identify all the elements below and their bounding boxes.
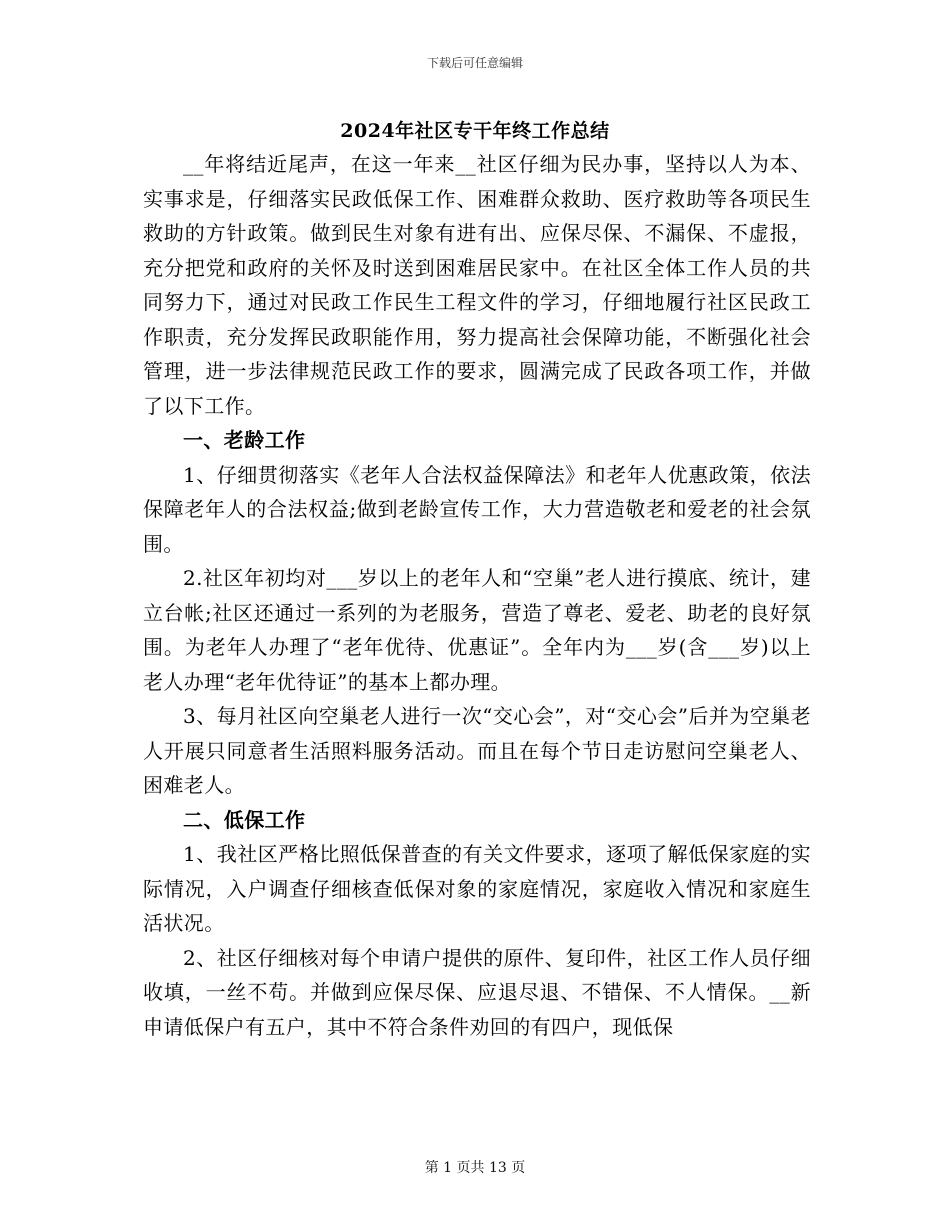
header-note: 下载后可任意编辑	[426, 56, 523, 70]
elderly-item-2: 2.社区年初均对___岁以上的老年人和“空巢”老人进行摸底、统计，建立台帐;社区还通过一系列的为老服务，营造了尊老、爱老、助老的良好氛围。为老年人办理了“老年优待、优惠证”。全年内为___岁(含___岁)以上老人办理“老年优待证”的基本上都办理。	[143, 566, 811, 694]
intro-paragraph: __年将结近尾声，在这一年来__社区仔细为民办事，坚持以人为本、实事求是，仔细落实民政低保工作、困难群众救助、医疗救助等各项民生救助的方针政策。做到民生对象有进有出、应保尽保、不漏保、不虚报，充分把党和政府的关怀及时送到困难居民家中。在社区全体工作人员的共同努力下，通过对民政工作民生工程文件的学习，仔细地履行社区民政工作职责，充分发挥民政职能作用，努力提高社会保障功能，不断强化社会管理，进一步法律规范民政工作的要求，圆满完成了民政各项工作，并做了以下工作。	[143, 152, 811, 418]
document-body	[143, 147, 811, 1044]
document-title: 2024年社区专干年终工作总结	[340, 120, 610, 142]
subsistence-item-2: 2、社区仔细核对每个申请户提供的原件、复印件，社区工作人员仔细收填，一丝不苟。并做到应保尽保、应退尽退、不错保、不人情保。__新申请低保户有五户，其中不符合条件劝回的有四户，现低保	[143, 945, 811, 1039]
section-heading-subsistence: 二、低保工作	[183, 807, 306, 832]
elderly-item-1: 1、仔细贯彻落实《老年人合法权益保障法》和老年人优惠政策，依法保障老年人的合法权益;做到老龄宣传工作，大力营造敬老和爱老的社会氛围。	[143, 462, 811, 556]
elderly-item-3: 3、每月社区向空巢老人进行一次“交心会”，对“交心会”后并为空巢老人开展只同意者生活照料服务活动。而且在每个节日走访慰问空巢老人、困难老人。	[143, 704, 811, 797]
page-footer: 第 1 页共 13 页	[424, 1160, 526, 1176]
section-heading-elderly: 一、老龄工作	[183, 428, 306, 452]
subsistence-item-1: 1、我社区严格比照低保普查的有关文件要求，逐项了解低保家庭的实际情况，入户调查仔细核查低保对象的家庭情况，家庭收入情况和家庭生活状况。	[143, 842, 811, 935]
